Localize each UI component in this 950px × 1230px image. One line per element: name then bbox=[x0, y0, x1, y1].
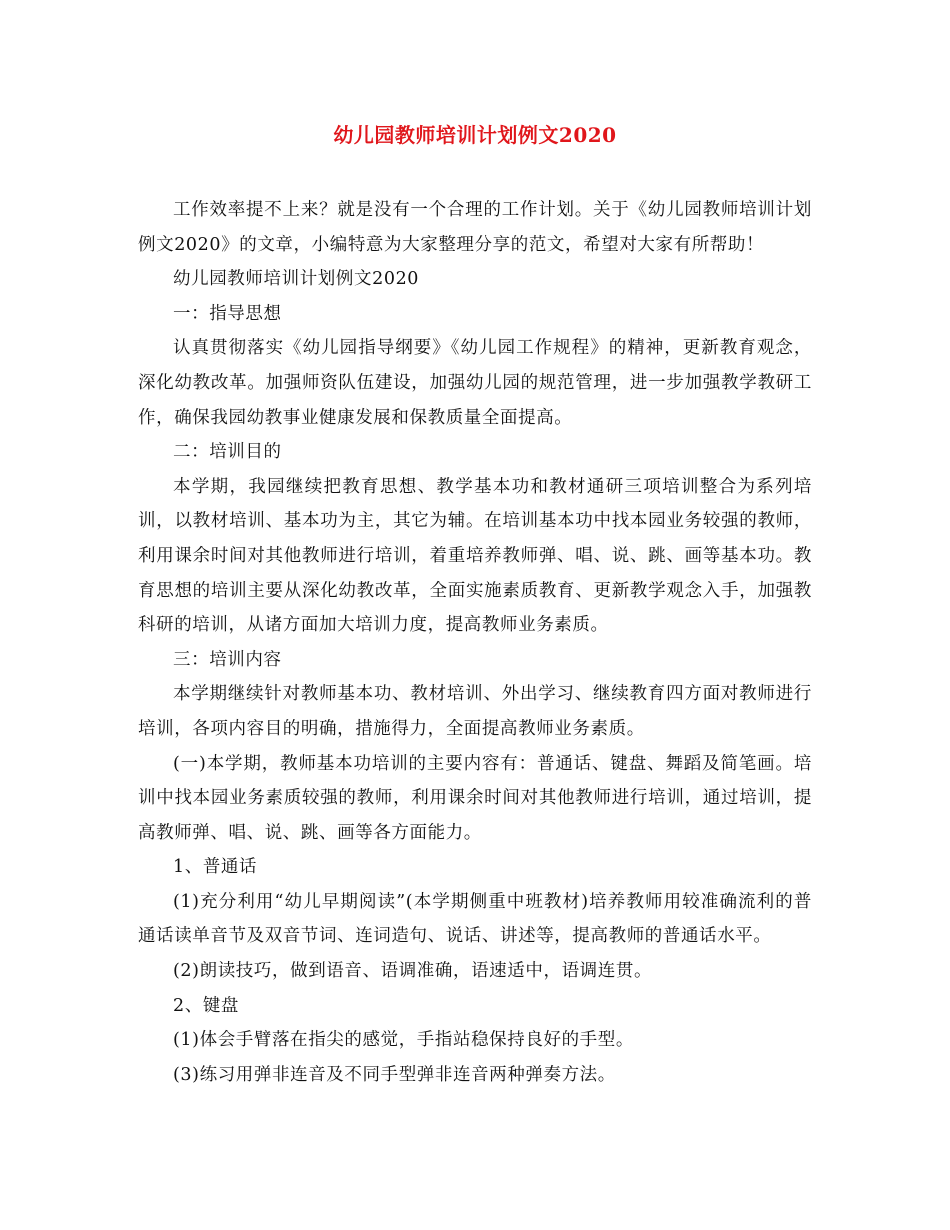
item-heading-keyboard: 2、键盘 bbox=[173, 995, 240, 1016]
section-heading-training-content: 三：培训内容 bbox=[173, 649, 282, 670]
section-heading-training-purpose: 二：培训目的 bbox=[173, 442, 282, 463]
paragraph-training-purpose: 本学期，我园继续把教育思想、教学基本功和教材通研三项培训整合为系列培训，以教材培训、基本功为主，其它为辅。在培训基本功中找本园业务较强的教师，利用课余时间对其他教师进行培训，着重培养教师弹、唱、说、跳、画等基本功。教育思想的培训主要从深化幼教改革，全面实施素质教育、更新教学观念入手，加强教科研的培训，从诸方面加大培训力度，提高教师业务素质。 bbox=[138, 476, 812, 636]
paragraph-training-content: 本学期继续针对教师基本功、教材培训、外出学习、继续教育四方面对教师进行培训，各项内容目的明确，措施得力，全面提高教师业务素质。 bbox=[138, 684, 812, 739]
document-body bbox=[138, 193, 812, 1092]
paragraph-basic-skills: (一)本学期，教师基本功培训的主要内容有：普通话、键盘、舞蹈及简笔画。培训中找本园业务素质较强的教师，利用课余时间对其他教师进行培训，通过培训，提高教师弹、唱、说、跳、画等各方面能力。 bbox=[138, 753, 812, 843]
item-heading-mandarin: 1、普通话 bbox=[173, 857, 258, 878]
document-title: 幼儿园教师培训计划例文2020 bbox=[333, 123, 617, 147]
intro-paragraph: 工作效率提不上来？就是没有一个合理的工作计划。关于《幼儿园教师培训计划例文2020》的文章，小编特意为大家整理分享的范文，希望对大家有所帮助！ bbox=[138, 200, 812, 255]
item-mandarin-1: (1)充分利用“幼儿早期阅读”(本学期侧重中班教材)培养教师用较准确流利的普通话读单音节及双音节词、连词造句、说话、讲述等，提高教师的普通话水平。 bbox=[138, 891, 812, 947]
section-heading-guiding-thought: 一：指导思想 bbox=[173, 303, 282, 324]
paragraph-guiding-thought: 认真贯彻落实《幼儿园指导纲要》《幼儿园工作规程》的精神，更新教育观念，深化幼教改革。加强师资队伍建设，加强幼儿园的规范管理，进一步加强教学教研工作，确保我园幼教事业健康发展和保教质量全面提高。 bbox=[138, 338, 812, 428]
item-keyboard-1: (1)体会手臂落在指尖的感觉，手指站稳保持良好的手型。 bbox=[173, 1030, 634, 1051]
item-mandarin-2: (2)朗读技巧，做到语音、语调准确，语速适中，语调连贯。 bbox=[173, 961, 653, 982]
item-keyboard-3: (3)练习用弹非连音及不同手型弹非连音两种弹奏方法。 bbox=[173, 1064, 616, 1085]
subtitle-paragraph: 幼儿园教师培训计划例文2020 bbox=[173, 269, 420, 290]
